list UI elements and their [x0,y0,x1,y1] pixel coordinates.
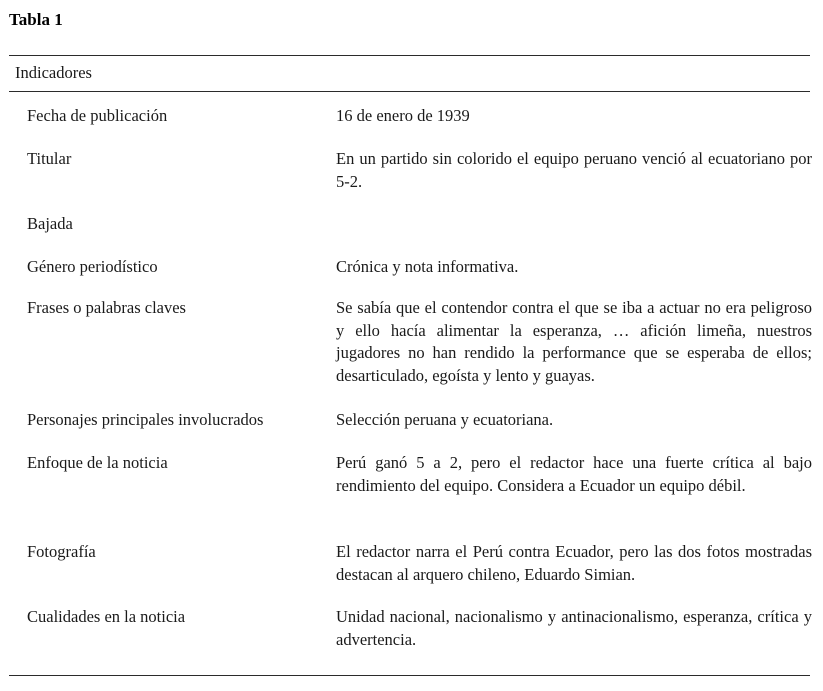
row-value: En un partido sin colorido el equipo peruano venció al ecuatoriano por 5-2. [336,149,812,191]
row-label: Fotografía [27,542,96,561]
row-value: Selección peruana y ecuatoriana. [336,410,554,429]
row-label: Personajes principales involucrados [27,410,264,429]
table-title: Tabla 1 [9,10,63,29]
row-value: Se sabía que el contendor contra el que se iba a actuar no era peligroso y ello hacía alimentar la esperanza, … afición limeña, nuestros jugadores no han rendido la performance que se esperaba de ellos; desarticulado, egoísta y lento y guayas. [336,298,812,385]
row-value: Perú ganó 5 a 2, pero el redactor hace una fuerte crítica al bajo rendimiento del equipo. Considera a Ecuador un equipo débil. [336,453,812,495]
table-header-indicadores: Indicadores [15,63,92,82]
row-value: El redactor narra el Perú contra Ecuador, pero las dos fotos mostradas destacan al arquero chileno, Eduardo Simian. [336,542,812,584]
row-label: Género periodístico [27,257,158,276]
row-label: Bajada [27,214,73,233]
row-label: Enfoque de la noticia [27,453,168,472]
row-value: Unidad nacional, nacionalismo y antinacionalismo, esperanza, crítica y advertencia. [336,607,812,649]
row-value: Crónica y nota informativa. [336,257,519,276]
bottom-rule [9,675,810,676]
row-value: 16 de enero de 1939 [336,106,470,125]
row-label: Frases o palabras claves [27,298,186,317]
row-label: Fecha de publicación [27,106,168,125]
row-label: Cualidades en la noticia [27,607,186,626]
row-label: Titular [27,149,72,168]
